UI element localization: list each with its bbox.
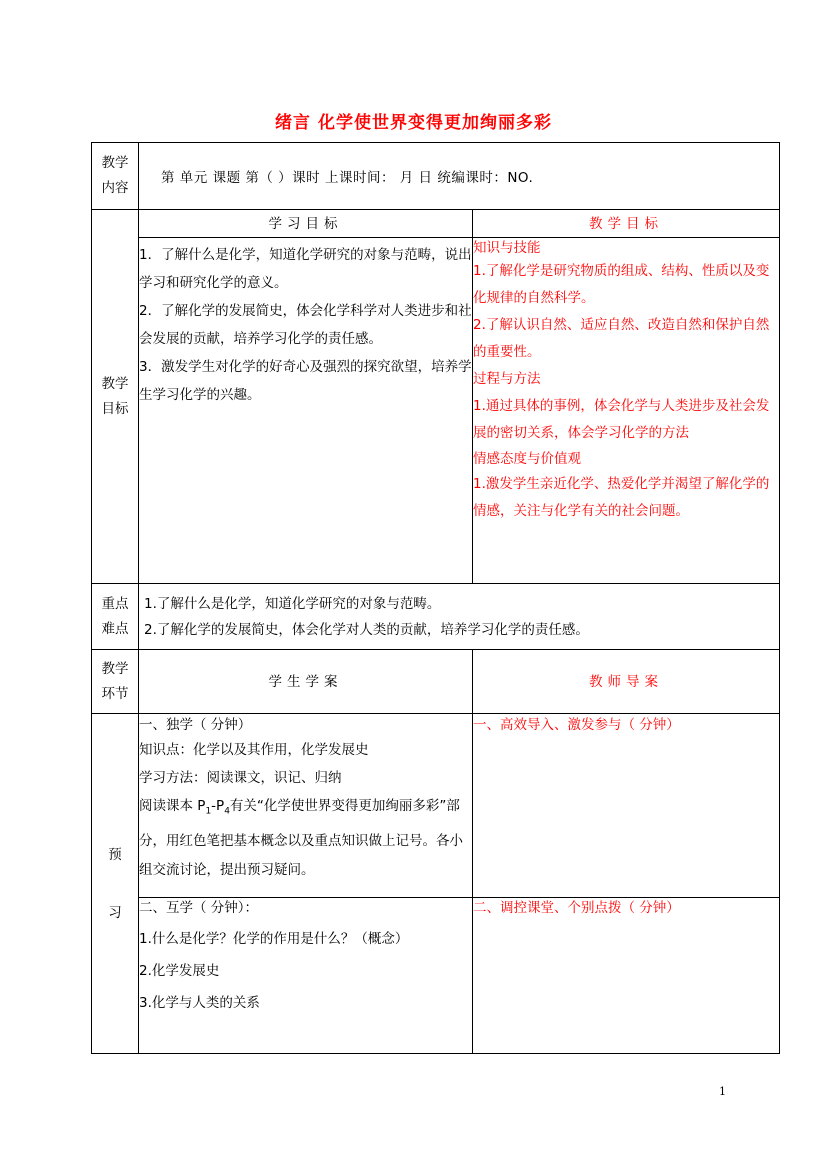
label-line: 教学 — [101, 660, 129, 677]
label-line: 重点 — [101, 595, 129, 612]
list-item: 1.什么是化学？化学的作用是什么？（概念） — [139, 931, 409, 947]
list-item: 2.化学发展史 — [139, 963, 220, 979]
preview-row-2 — [92, 898, 780, 1054]
section-heading: 二、互学（ 分钟）： — [139, 900, 259, 916]
list-item: 情感态度与价值观 — [473, 451, 581, 467]
info-label — [92, 143, 139, 210]
list-item: 3．激发学生对化学的好奇心及强烈的探究欲望，培养学生学习化学的兴趣。 — [139, 359, 472, 403]
list-item: 3.化学与人类的关系 — [139, 995, 260, 1011]
self-study — [139, 714, 473, 898]
section-heading: 二、调控课堂、个别点拨（ 分钟） — [473, 900, 680, 916]
lesson-plan-table — [91, 142, 780, 1054]
method-text: 学习方法：阅读课文，识记、归纳 — [139, 770, 342, 786]
list-item: 2．了解化学的发展简史，体会化学科学对人类进步和社会发展的贡献，培养学习化学的责任感。 — [139, 303, 472, 347]
list-item: 2.了解化学的发展简史，体会化学对人类的贡献，培养学习化学的责任感。 — [144, 621, 589, 638]
preview-row-1 — [92, 714, 780, 898]
label-line: 环节 — [101, 685, 129, 702]
list-item: 1.了解什么是化学，知道化学研究的对象与范畴。 — [144, 595, 441, 612]
section-heading: 一、高效导入、激发参与（ 分钟） — [473, 717, 680, 733]
list-item: 2.了解认识自然、适应自然、改造自然和保护自然的重要性。 — [473, 317, 770, 360]
document-title: 绪言 化学使世界变得更加绚丽多彩 — [275, 113, 552, 133]
list-item: 1．了解什么是化学，知道化学研究的对象与范畴，说出学习和研究化学的意义。 — [139, 247, 472, 291]
reading-dash: -P — [211, 798, 225, 814]
reading-suffix: 有关“化学使世界变得更加绚丽多彩”部分，用红色笔把基本概念以及重点知识做上记号。各小组交流讨论，提出预习疑问。 — [139, 798, 463, 878]
list-item: 过程与方法 — [473, 371, 541, 387]
teacher-objectives — [473, 238, 780, 584]
list-item: 知识与技能 — [473, 240, 541, 256]
info-text: 第 单元 课题 第（ ）课时 上课时间： 月 日 统编课时：NO. — [139, 143, 780, 210]
knowledge-text: 知识点：化学以及其作用，化学发展史 — [139, 742, 369, 758]
info-row — [92, 143, 780, 210]
list-item: 1.了解化学是研究物质的组成、结构、性质以及变化规律的自然科学。 — [473, 263, 770, 306]
keypoints-label — [92, 584, 139, 650]
section-heading: 一、独学（ 分钟） — [139, 717, 252, 733]
objectives-row — [92, 238, 780, 584]
label-line: 预 — [108, 846, 122, 863]
objectives-label — [92, 210, 139, 584]
teacher-objectives-header: 教学目标 — [473, 210, 780, 238]
label-line: 内容 — [101, 180, 129, 196]
reading-prefix: 阅读课本 P — [139, 798, 206, 814]
teacher-plan-header: 教师导案 — [473, 650, 780, 714]
list-item: 1.激发学生亲近化学、热爱化学并渴望了解化学的情感，关注与化学有关的社会问题。 — [473, 476, 770, 519]
teacher-intro — [473, 714, 780, 898]
procedure-row — [92, 650, 780, 714]
keypoints-row — [92, 584, 780, 650]
objectives-header-row — [92, 210, 780, 238]
keypoints-text — [139, 584, 780, 650]
subscript: 4 — [224, 806, 230, 817]
label-line: 习 — [108, 904, 122, 921]
teacher-control — [473, 898, 780, 1054]
label-line: 教学 — [101, 155, 129, 171]
label-line: 目标 — [101, 400, 129, 417]
procedure-label — [92, 650, 139, 714]
page-number: 1 — [719, 1085, 726, 1098]
student-plan-header: 学生学案 — [139, 650, 473, 714]
student-objectives-header: 学习目标 — [139, 210, 473, 238]
label-line: 教学 — [101, 375, 129, 392]
student-objectives — [139, 238, 473, 584]
reading-text — [139, 792, 472, 885]
list-item: 1.通过具体的事例，体会化学与人类进步及社会发展的密切关系，体会学习化学的方法 — [473, 398, 770, 441]
subscript: 1 — [205, 806, 212, 817]
preview-label — [92, 714, 139, 1054]
mutual-study — [139, 898, 473, 1054]
label-line: 难点 — [101, 620, 129, 637]
